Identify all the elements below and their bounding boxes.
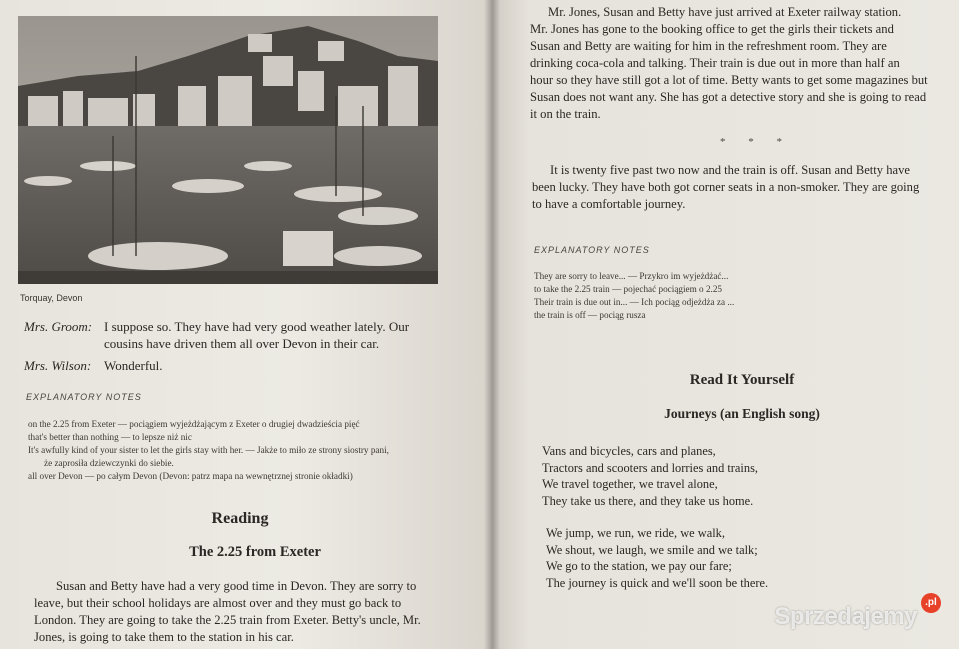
- story-title: The 2.25 from Exeter: [189, 544, 321, 560]
- notes-list: [534, 270, 734, 322]
- speaker-label: Mrs. Groom:: [24, 319, 93, 334]
- note-line: Their train is due out in... — Ich pociąg odjeżdża za ...: [534, 297, 735, 307]
- song-title: Journeys (an English song): [664, 406, 820, 421]
- para-line: Susan does not want any. She has got a detective story and she is going to read: [530, 90, 927, 104]
- song-line: We jump, we run, we ride, we walk,: [546, 526, 725, 540]
- notes-heading: EXPLANATORY NOTES: [26, 392, 142, 402]
- song-line: Vans and bicycles, cars and planes,: [542, 444, 716, 458]
- notes-heading: EXPLANATORY NOTES: [534, 245, 650, 255]
- para-line: hour so they have still got a lot of time. Betty wants to get some magazines but: [530, 73, 928, 87]
- song-line: We go to the station, we pay our fare;: [546, 559, 732, 573]
- notes-list: [28, 418, 389, 483]
- note-line: że zaprosiła dziewczynki do siebie.: [44, 458, 174, 468]
- note-line: the train is off — pociąg rusza: [534, 310, 646, 320]
- story-line: leave, but their school holidays are almost over and they must go back to: [34, 596, 402, 610]
- song-line: We travel together, we travel alone,: [542, 477, 718, 491]
- song-stanza-2: [546, 525, 768, 591]
- dialogue-line: Wonderful.: [104, 358, 163, 373]
- story-line: Jones, is going to take them to the station in his car.: [34, 630, 294, 644]
- note-line: all over Devon — po całym Devon (Devon: patrz mapa na wewnętrznej stronie okładki): [28, 471, 353, 481]
- para-line: drinking coca-cola and talking. Their train is due out in more than half an: [530, 56, 900, 70]
- para-line: Mr. Jones, Susan and Betty have just arrived at Exeter railway station.: [548, 5, 902, 19]
- photo-caption: Torquay, Devon: [20, 293, 83, 303]
- book-gutter: [484, 0, 500, 649]
- story-line: Susan and Betty have had a very good time in Devon. They are sorry to: [56, 579, 417, 593]
- section-heading: Reading: [211, 510, 269, 527]
- dialogue-wilson: [24, 357, 454, 374]
- right-page: [492, 0, 959, 649]
- section-heading: Read It Yourself: [689, 372, 795, 388]
- dialogue-line: I suppose so. They have had very good weather lately. Our: [104, 319, 410, 334]
- story-line: London. They are going to take the 2.25 train from Exeter. Betty's uncle, Mr.: [34, 613, 421, 627]
- para-line: to have a comfortable journey.: [532, 197, 686, 211]
- para-line: been lucky. They have both got corner seats in a non-smoker. They are going: [532, 180, 920, 194]
- song-line: We shout, we laugh, we smile and we talk;: [546, 542, 758, 557]
- speaker-label: Mrs. Wilson:: [24, 358, 92, 373]
- para-line: it on the train.: [530, 107, 601, 121]
- note-line: that's better than nothing — to lepsze niż nic: [28, 432, 192, 442]
- watermark-badge: .pl: [921, 593, 941, 613]
- station-paragraph: [530, 4, 940, 123]
- song-stanza-1: [542, 443, 758, 509]
- story-paragraph: [34, 578, 452, 646]
- para-line: Mr. Jones has gone to the booking office to get the girls their tickets and: [530, 22, 894, 36]
- section-separator: * * *: [720, 136, 792, 148]
- note-line: They are sorry to leave... — Przykro im wyjeżdżać...: [534, 271, 729, 281]
- note-line: It's awfully kind of your sister to let the girls stay with her. — Jakże to miło ze strony siostry pani,: [28, 445, 389, 455]
- dialogue-groom: [24, 318, 454, 352]
- song-line: The journey is quick and we'll soon be there.: [546, 575, 769, 590]
- song-line: They take us there, and they take us home.: [542, 493, 754, 508]
- para-line: It is twenty five past two now and the train is off. Susan and Betty have: [550, 163, 911, 177]
- dialogue-line: cousins have driven them all over Devon in their car.: [104, 336, 380, 351]
- harbour-photo-image: [18, 16, 438, 284]
- train-paragraph: [532, 162, 942, 213]
- para-line: Susan and Betty are waiting for him in the refreshment room. They are: [530, 39, 887, 53]
- note-line: to take the 2.25 train — pojechać pociągiem o 2.25: [534, 284, 723, 294]
- song-line: Tractors and scooters and lorries and trains,: [542, 460, 758, 475]
- note-line: on the 2.25 from Exeter — pociągiem wyjeżdżającym z Exeter o drugiej dwadzieścia pięć: [28, 419, 360, 429]
- harbour-photo: [18, 16, 438, 284]
- watermark-logo: Sprzedajemy: [774, 603, 917, 630]
